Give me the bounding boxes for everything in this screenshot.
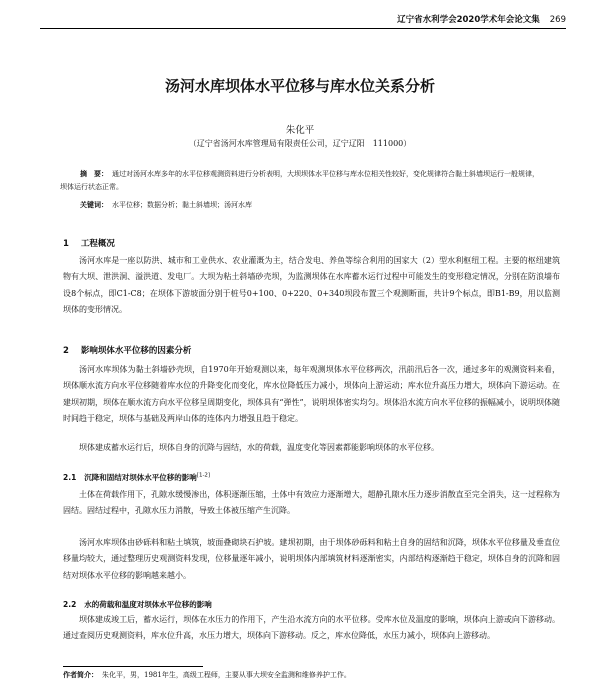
section-number: 1 [63, 239, 69, 249]
paragraph: 汤河水库坝体为黏土斜墙砂壳坝，自1970年开始观测以来，每年观测坝体水平位移两次，汛前汛后各一次，通过多年的观测资料来看，坝体顺水流方向水平位移随着库水位的升降变化而变化，库水位降低压力减小，坝体向上游运动；库水位升高压力增大，坝体向下游运动。在建坝初期，坝体在顺水流方向水平位移呈周期变化，坝体具有“弹性”，说明坝体密实均匀。坝体沿水流方向水平位移的振幅减小，说明坝体随时间趋于稳定，坝体与基础及两岸山体的连体内力增强且趋于稳定。 [63, 365, 560, 423]
section-number: 2 [63, 346, 69, 356]
paragraph: 坝体建成竣工后，蓄水运行，坝体在水压力的作用下，产生沿水流方向的水平位移。受库水位及温度的影响，坝体向上游或向下游移动。通过查阅历史观测资料，库水位升高，水压力增大，坝体向下游移动。反之，库水位降低，水压力减小，坝体向上游移动。 [63, 615, 560, 641]
subsection-title: 沉降和固结对坝体水平位移的影响 [84, 473, 197, 482]
section-heading [63, 344, 191, 356]
paragraph: 汤河水库坝体由砂砾料和粘土填筑，坡面叠砌块石护坡。建坝初期，由于坝体砂砾料和粘土自身的固结和沉降，坝体水平位移量及垂直位移量均较大，通过整理历史观测资料发现，位移量逐年减小，说明坝体内部填筑材料逐渐密实，内部结构逐渐趋于稳定，坝体自身的沉降和固结对坝体水平位移的影响越来越小。 [63, 538, 560, 580]
author-name: 朱化平 [285, 125, 315, 136]
paragraph: 土体在荷载作用下，孔隙水缓慢渗出，体积逐渐压缩，土体中有效应力逐渐增大，超静孔隙水压力逐步消散直至完全消失，这一过程称为固结。固结过程中，孔隙水压力消散，导致土体被压缩产生沉降。 [63, 490, 560, 516]
citation-ref: [1-2] [196, 472, 211, 479]
subsection-number: 2.1 [63, 473, 77, 482]
subsection-heading [63, 599, 212, 610]
section-title: 影响坝体水平位移的因素分析 [80, 346, 192, 356]
subsection-heading [63, 472, 210, 483]
keywords-label: 关键词： [80, 201, 108, 209]
abstract [60, 168, 540, 194]
footnote-divider [63, 666, 203, 667]
footnote-text: 朱化平，男，1981年生，高级工程师，主要从事大坝安全监测和维修养护工作。 [102, 671, 351, 679]
footnote-label: 作者简介： [63, 671, 98, 679]
keywords-text: 水平位移；数据分析；黏土斜墙坝；汤河水库 [112, 201, 252, 209]
subsection-number: 2.2 [63, 600, 77, 609]
abstract-text: 通过对汤河水库多年的水平位移观测资料进行分析表明，大坝坝体水平位移与库水位相关性较好，变化规律符合黏土斜墙坝运行一般规律，坝体运行状态正常。 [60, 170, 539, 191]
page-number: 269 [549, 15, 566, 25]
section-title: 工程概况 [80, 239, 115, 249]
keywords [80, 199, 540, 212]
section-heading [63, 237, 115, 249]
subsection-title: 水的荷载和温度对坝体水平位移的影响 [84, 600, 212, 609]
affiliation: （辽宁省汤河水库管理局有限责任公司，辽宁辽阳 111000） [188, 139, 412, 148]
journal-name: 辽宁省水利学会2020学术年会论文集 [397, 15, 540, 25]
paragraph: 汤河水库是一座以防洪、城市和工业供水、农业灌溉为主，结合发电、养鱼等综合利用的国家大（2）型水利枢纽工程。主要的枢纽建筑物有大坝、泄洪洞、溢洪道、发电厂。大坝为粘土斜墙砂壳坝，为监测坝体在水库蓄水运行过程中可能发生的变形稳定情况，分别在防浪墙布设8个标点，即C1-C8；在坝体下游坡面分别于桩号0+100、0+220、0+340坝段布置三个观测断面，共计9个标点，即B1-B9，用以监测坝体的变形情况。 [63, 256, 560, 314]
running-head [40, 14, 566, 29]
paragraph: 坝体建成蓄水运行后，坝体自身的沉降与固结，水的荷载，温度变化等因素都能影响坝体的水平位移。 [79, 443, 439, 452]
abstract-label: 摘 要： [80, 170, 108, 178]
paper-title: 汤河水库坝体水平位移与库水位关系分析 [164, 77, 435, 95]
footnote [63, 670, 560, 680]
